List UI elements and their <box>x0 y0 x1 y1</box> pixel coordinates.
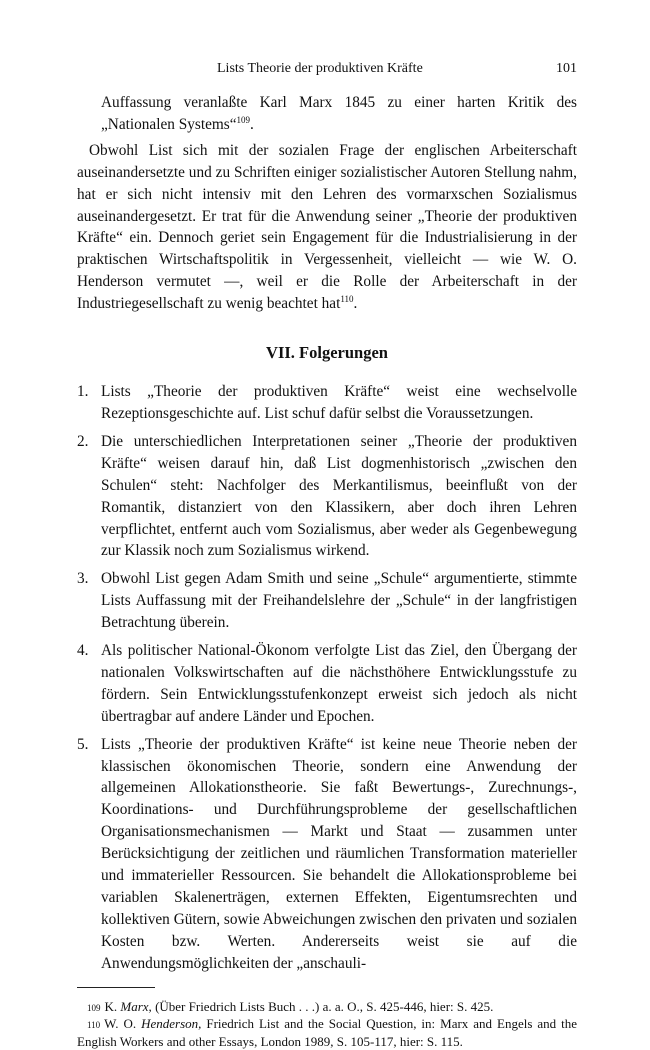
list-item <box>77 381 577 425</box>
page-number: 101 <box>556 61 577 76</box>
body-paragraph-text: Obwohl List sich mit der sozialen Frage der englischen Arbeiterschaft auseinandersetzte und zu Schriften einiger sozialistischer Autoren Stellung nahm, hat er sich nicht intensiv mit den Lehren des vormarxschen Sozialismus auseinandergesetzt. Er trat für die Anwendung seiner „Theorie der produktiven Kräfte“ ein. Dennoch geriet sein Engagement für die Industrialisierung in der praktischen Wirtschaftspolitik in Vergessenheit, vielleicht — wie W. O. Henderson vermutet —, weil er die Rolle der Arbeiterschaft in der Industriegesellschaft zu wenig beachtet hat <box>77 141 577 313</box>
list-item-number: 3. <box>77 570 89 588</box>
footnote-110 <box>77 1015 577 1050</box>
running-header <box>77 60 577 78</box>
opening-text: Auffassung veranlaßte Karl Marx 1845 zu einer harten Kritik des „Nationalen Systems“ <box>101 94 577 133</box>
footnote-divider <box>77 987 155 988</box>
body-paragraph <box>77 140 577 315</box>
list-item-number: 2. <box>77 432 89 450</box>
section-heading: VII. Folgerungen <box>266 343 388 363</box>
list-item-number: 1. <box>77 383 89 401</box>
footnote-text: K. <box>104 998 121 1014</box>
running-title: Lists Theorie der produktiven Kräfte <box>217 61 423 76</box>
list-item-text: Als politischer National-Ökonom verfolgte List das Ziel, den Übergang der nationalen Volkswirtschaften auf die nächsthöhere Entwicklungsstufe zu fördern. Sein Entwicklungsstufenkonzept erweist sich jedoch als nicht übertragbar auf andere Länder und Epochen. <box>101 642 577 725</box>
footnote-ref-109[interactable]: 109 <box>236 114 251 125</box>
footnote-text: Friedrich List and the Social Question, in: Marx and Engels and the English Workers and other Essays, London 1989, S. 105-117, hier: S. 115. <box>77 1016 577 1049</box>
list-item-number: 5. <box>77 735 89 753</box>
list-item <box>77 568 577 634</box>
footnote-number: 110 <box>87 1020 101 1031</box>
list-item <box>77 431 577 562</box>
footnote-author: Marx, <box>120 998 152 1014</box>
list-item <box>77 640 577 728</box>
footnote-ref-110[interactable]: 110 <box>340 294 354 305</box>
list-item-text: Lists „Theorie der produktiven Kräfte“ weist eine wechselvolle Rezeptionsgeschichte auf. List schuf dafür selbst die Voraussetzungen. <box>101 383 577 422</box>
list-item <box>77 734 577 975</box>
footnote-text: (Über Friedrich Lists Buch . . .) a. a. O., S. 425-446, hier: S. 425. <box>151 998 494 1014</box>
opening-paragraph <box>77 92 577 136</box>
body-paragraph-end: . <box>353 295 358 313</box>
footnote-109 <box>77 998 577 1016</box>
conclusions-list <box>77 381 577 975</box>
list-item-text: Die unterschiedlichen Interpretationen seiner „Theorie der produktiven Kräfte“ weisen darauf hin, daß List dogmenhistorisch „zwischen den Schulen“ steht: Nachfolger des Merkantilismus, beeinflußt von der Romantik, distanziert von den Klassikern, aber doch ihren Lehren verpflichtet, entfernt auch vom Sozialismus, aber weder als Gegenbewegung zur Klassik noch zum Sozialismus wirkend. <box>101 432 577 560</box>
footnote-number: 109 <box>87 1002 101 1013</box>
list-item-text: Lists „Theorie der produktiven Kräfte“ ist keine neue Theorie neben der klassischen ökonomischen Theorie, sondern eine Anwendung der allgemeinen Allokationstheorie. Sie faßt Bewertungs-, Zurechnungs-, Koordinations- und Durchführungsprobleme der gesellschaftlichen Organisationsmechanismen — Markt und Staat — zusammen unter Berücksichtigung der zeitlichen und räumlichen Transformation materieller und immaterieller Ressourcen. Sie behandelt die Allokationsprobleme bei variablen Skalenerträgen, externen Effekten, Eigentumsrechten und kollektiven Gütern, sowie Abweichungen zwischen den privaten und sozialen Kosten bzw. Werten. Andererseits weist sie auf die Anwendungsmöglichkeiten der „anschauli- <box>101 735 577 972</box>
footnote-text: W. O. <box>104 1016 142 1032</box>
opening-end: . <box>250 115 254 133</box>
document-page <box>77 60 577 1050</box>
list-item-number: 4. <box>77 642 89 660</box>
footnote-author: Henderson, <box>141 1016 202 1032</box>
list-item-text: Obwohl List gegen Adam Smith und seine „Schule“ argumentierte, stimmte Lists Auffassung mit der Freihandelslehre der „Schule“ in der langfristigen Betrachtung überein. <box>101 570 577 632</box>
